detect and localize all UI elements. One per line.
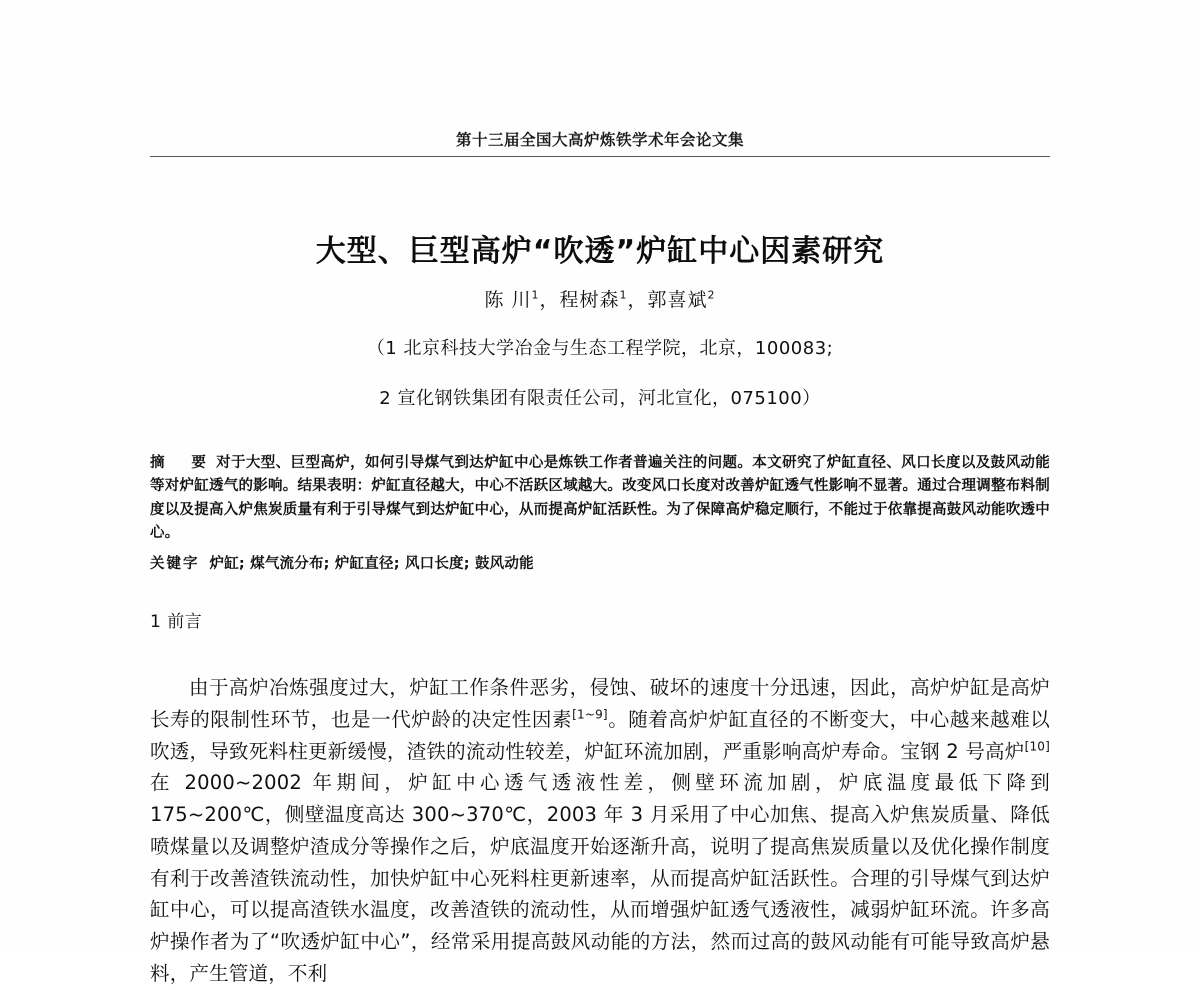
paragraph-1-segment-3: 在 2000~2002 年期间，炉缸中心透气透液性差，侧壁环流加剧，炉底温度最低下降到 175~200℃，侧壁温度高达 300~370℃，2003 年 3 月采用了中心加焦、提高入炉焦炭质量、降低喷煤量以及调整炉渣成分等操作之后，炉底温度开始逐渐升高，说明了提高焦炭质量以及优化操作制度有利于改善渣铁流动性，加快炉缸中心死料柱更新速率，从而提高炉缸活跃性。合理的引导煤气到达炉缸中心，可以提高渣铁水温度，改善渣铁的流动性，从而增强炉缸透气透液性，减弱炉缸环流。许多高炉操作者为了“吹透炉缸中心”，经常采用提高鼓风动能的方法，然而过高的鼓风动能有可能导致高炉悬料，产生管道，不利 xyxy=(150,771,1050,986)
keywords-block xyxy=(150,552,1050,573)
author-3-affil-marker: 2 xyxy=(707,288,716,302)
author-2-affil-marker: 1 xyxy=(619,288,628,302)
paragraph-1-segment-2: 。随着高炉炉缸直径的不断变大，中心越来越难以吹透，导致死料柱更新缓慢，渣铁的流动性较差，炉缸环流加剧，严重影响高炉寿命。宝钢 2 号高炉 xyxy=(150,707,1050,763)
keywords-label: 关键字 xyxy=(150,556,200,572)
author-separator-1: ， xyxy=(539,289,560,311)
paper-title: 大型、巨型高炉“吹透”炉缸中心因素研究 xyxy=(315,234,885,270)
running-header: 第十三届全国大高炉炼铁学术年会论文集 xyxy=(455,131,744,149)
author-separator-2: ， xyxy=(627,289,648,311)
affiliation-1: （1 北京科技大学冶金与生态工程学院，北京，100083; xyxy=(366,338,834,359)
abstract-text: 对于大型、巨型高炉，如何引导煤气到达炉缸中心是炼铁工作者普遍关注的问题。本文研究了炉缸直径、风口长度以及鼓风动能等对炉缸透气的影响。结果表明：炉缸直径越大，中心不活跃区域越大。改变风口长度对改善炉缸透气性影响不显著。通过合理调整布料制度以及提高入炉焦炭质量有利于引导煤气到达炉缸中心，从而提高炉缸活跃性。为了保障高炉稳定顺行，不能过于依靠提高鼓风动能吹透中心。 xyxy=(150,455,1051,542)
header-divider xyxy=(150,156,1050,157)
author-1: 陈 川$^1$ xyxy=(484,288,540,311)
paragraph-1 xyxy=(150,672,1050,990)
keywords-text: 炉缸; 煤气流分布; 炉缸直径; 风口长度; 鼓风动能 xyxy=(209,556,534,572)
body-content xyxy=(150,672,1050,990)
author-list xyxy=(150,285,1050,312)
abstract-block xyxy=(150,452,1050,546)
author-3: 郭喜斌$^2$ xyxy=(647,288,716,311)
section-heading-1: 1 前言 xyxy=(150,612,203,632)
author-1-affil-marker: 1 xyxy=(531,288,540,302)
author-2: 程树森$^1$ xyxy=(559,288,628,311)
affiliation-2: 2 宣化钢铁集团有限责任公司，河北宣化，075100） xyxy=(379,388,821,409)
citation-ref-2: [10] xyxy=(1024,739,1050,754)
citation-ref-1: [1~9] xyxy=(572,707,608,722)
abstract-label: 摘 要 xyxy=(150,455,213,471)
paragraph-1-segment-1: 由于高炉冶炼强度过大，炉缸工作条件恶劣，侵蚀、破坏的速度十分迅速，因此，高炉炉缸是高炉长寿的限制性环节，也是一代炉龄的决定性因素 xyxy=(150,676,1050,731)
